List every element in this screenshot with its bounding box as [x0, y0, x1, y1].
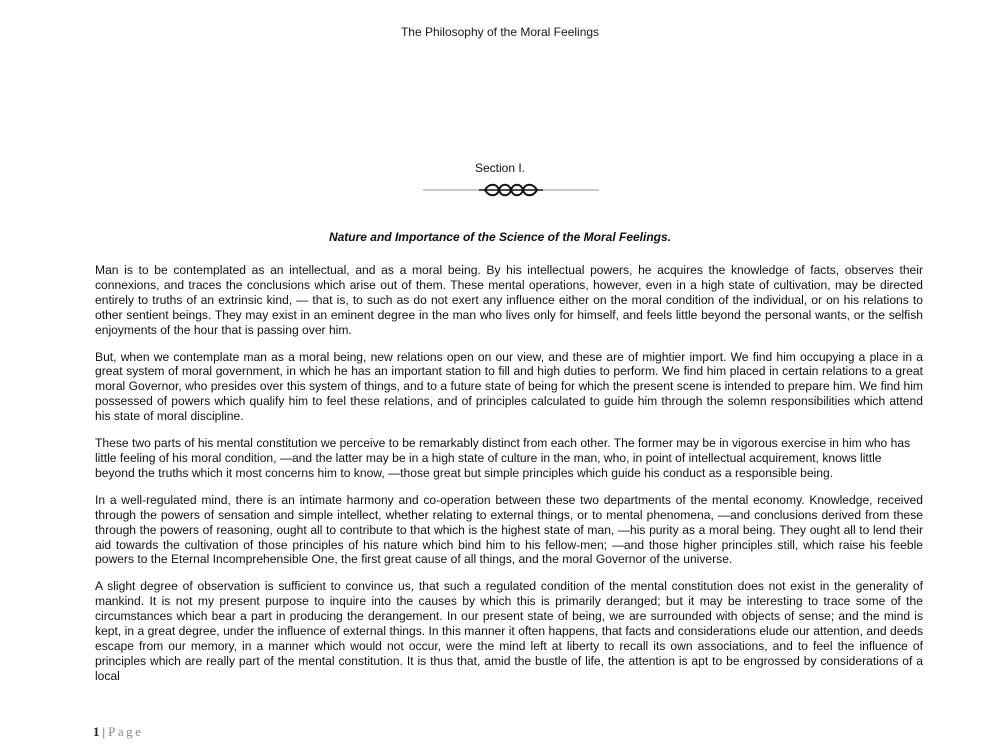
- scroll-ornament-icon: [423, 180, 599, 200]
- paragraph: In a well-regulated mind, there is an intimate harmony and co-operation between these two departments of the mental economy. Knowledge, received through the powers of sensation and simple intellect, whether relating to external things, or to mental phenomena, —and conclusions derived from these through the powers of reasoning, ought all to contribute to that which is the highest state of man, —his purity as a moral being. They ought all to lend their aid towards the cultivation of those principles of his nature which bind him to his fellow-men; —and those higher principles still, which raise his feeble powers to the Eternal Incomprehensible One, the first great cause of all things, and the moral Governor of the universe.: [95, 492, 923, 567]
- footer-separator: |: [102, 724, 106, 739]
- body-text: [95, 263, 923, 696]
- page-footer: [93, 724, 143, 740]
- paragraph: A slight degree of observation is sufficient to convince us, that such a regulated condition of the mental constitution does not exist in the generality of mankind. It is not my present purpose to inquire into the causes by which this is primarily deranged; but it may be interesting to trace some of the circumstances which bear a part in producing the derangement. In our present state of being, we are surrounded with objects of sense; and the mind is kept, in a great degree, under the influence of external things. In this manner it often happens, that facts and considerations elude our attention, and deeds escape from our memory, in a manner which would not occur, were the mind left at liberty to recall its own associations, and to feel the influence of principles which are really part of the mental constitution. It is thus that, amid the bustle of life, the attention is apt to be engrossed by considerations of a local: [95, 579, 923, 683]
- paragraph: Man is to be contemplated as an intellectual, and as a moral being. By his intellectual powers, he acquires the knowledge of facts, observes their connexions, and traces the conclusions which arise out of them. These mental operations, however, even in a high state of cultivation, may be directed entirely to truths of an extrinsic kind, — that is, to such as do not exert any influence either on the moral condition of the individual, or on his relations to other sentient beings. They may exist in an eminent degree in the man who lives only for himself, and feels little beyond the personal wants, or the selfish enjoyments of the hour that is passing over him.: [95, 263, 923, 337]
- paragraph: But, when we contemplate man as a moral being, new relations open on our view, and these are of mightier import. We find him occupying a place in a great system of moral government, in which he has an important station to fill and high duties to perform. We find him placed in certain relations to a great moral Governor, who presides over this system of things, and to a future state of being for which the present scene is intended to prepare him. We find him possessed of powers which qualify him to feel these relations, and of principles calculated to guide him through the solemn responsibilities which attend his state of moral discipline.: [95, 349, 923, 424]
- paragraph: These two parts of his mental constitution we perceive to be remarkably distinct from each other. The former may be in vigorous exercise in him who has little feeling of his moral condition, —and the latter may be in a high state of culture in the man, who, in point of intellectual acquirement, knows little beyond the truths which it most concerns him to know, —those great but simple principles which guide his conduct as a responsible being.: [95, 436, 911, 480]
- page-number: 1: [93, 724, 100, 739]
- section-heading: Section I.: [474, 161, 526, 175]
- running-header: The Philosophy of the Moral Feelings: [400, 25, 600, 39]
- chapter-title: Nature and Importance of the Science of the Moral Feelings.: [328, 230, 672, 244]
- page-label: Page: [108, 724, 144, 739]
